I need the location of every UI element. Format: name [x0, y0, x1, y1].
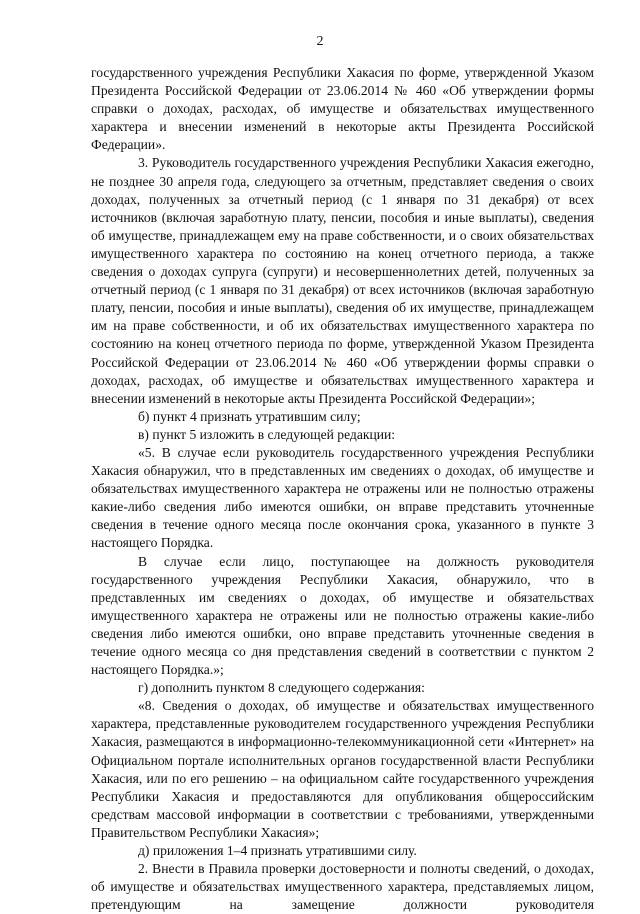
paragraph-subitem-b: б) пункт 4 признать утратившим силу; [138, 408, 361, 424]
paragraph-item-8: «8. Сведения о доходах, об имуществе и обязательствах имущественного характера, представленные руководителем государственного учреждения Республики Хакасия, размещаются в информационно-телекоммуникационной сети «Интернет» на Официальном портале исполнительных органов государственной власти Республики Хакасия, или по его решению – на официальном сайте государственного учреждения Республики Хакасия и предоставляются для опубликования общероссийским средствам массовой информации в соответствии с требованиями, утвержденными Правительством Республики Хакасия»; [91, 698, 594, 840]
paragraph-continuation: государственного учреждения Республики Хакасия по форме, утвержденной Указом Президента Российской Федерации от 23.06.2014 № 460 «Об утверждении формы справки о доходах, расходах, об имуществе и обязательствах имущественного характера и внесении изменений в некоторые акты Президента Российской Федерации». [91, 65, 594, 153]
paragraph-item-5: «5. В случае если руководитель государственного учреждения Республики Хакасия обнаружил, что в представленных им сведениях о доходах, об имуществе и обязательствах имущественного характера не отражены или не полностью отражены какие-либо сведения либо имеются ошибки, он вправе представить уточненные сведения в течение одного месяца после окончания срока, указанного в пункте 3 настоящего Порядка. [91, 444, 594, 551]
paragraph-subitem-v: в) пункт 5 изложить в следующей редакции: [138, 426, 396, 442]
paragraph-item-2: 2. Внести в Правила проверки достоверности и полноты сведений, о доходах, об имуществе и обязательствах имущественного характера, представляемых лицом, претендующим на замещение должности руководителя [91, 861, 594, 913]
paragraph-item-5-second: В случае если лицо, поступающее на должность руководителя государственного учреждения Республики Хакасия, обнаружило, что в представленных им сведениях о доходах, об имуществе и обязательствах имущественного характера не отражены или не полностью отражены какие-либо сведения либо имеются ошибки, оно вправе представить уточненные сведения в течение одного месяца со дня представления сведений в соответствии с пунктом 2 настоящего Порядка.»; [91, 553, 594, 678]
paragraph-subitem-g: г) дополнить пунктом 8 следующего содержания: [138, 680, 425, 696]
page-number: 2 [316, 34, 324, 49]
paragraph-subitem-d: д) приложения 1–4 признать утратившими силу. [138, 843, 417, 859]
paragraph-item-3: 3. Руководитель государственного учреждения Республики Хакасия ежегодно, не позднее 30 апреля года, следующего за отчетным, представляет сведения о своих доходах, полученных за отчетный период (с 1 января по 31 декабря) от всех источников (включая заработную плату, пенсии, пособия и иные выплаты), сведения об имуществе, принадлежащем ему на праве собственности, и о своих обязательствах имущественного характера по состоянию на конец отчетного периода, а также сведения о доходах супруга (супруги) и несовершеннолетних детей, полученных за отчетный период (с 1 января по 31 декабря) от всех источников (включая заработную плату, пенсии, пособия и иные выплаты), сведения об их имуществе, принадлежащем им на праве собственности, и об их обязательствах имущественного характера по состоянию на конец отчетного периода по форме, утвержденной Указом Президента Российской Федерации от 23.06.2014 № 460 «Об утверждении формы справки о доходах, расходах, об имуществе и обязательствах имущественного характера и внесении изменений в некоторые акты Президента Российской Федерации»; [91, 155, 594, 406]
document-body [91, 64, 594, 914]
